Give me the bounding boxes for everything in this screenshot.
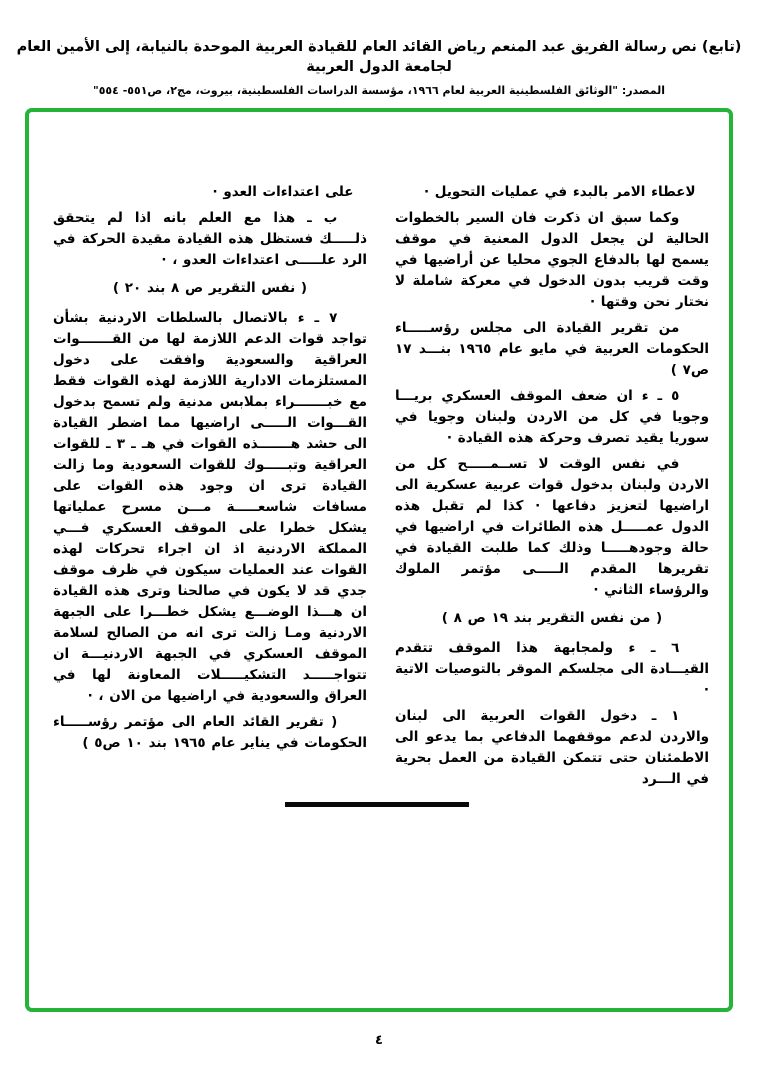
citation-reference: ( تقرير القائد العام الى مؤتمر رؤســـــاء الحكومات في يناير عام ١٩٦٥ بند ١٠ ص٥ )	[53, 714, 367, 751]
paragraph-continuation: على اعتداءات العدو ·	[212, 184, 354, 200]
text-columns	[29, 112, 729, 795]
page-number: ٤	[375, 1033, 383, 1048]
text-column-left	[53, 182, 367, 759]
paragraph: وكما سبق ان ذكرت فان السير بالخطوات الحالية لن يجعل الدول المعنية في موقف يسمح لها بالدفاع الجوي محليا عن أراضيها في وقت قريب بدون الدخول في معركة شاملة لا نختار نحن وقتها ·	[395, 210, 709, 310]
section-divider	[285, 802, 469, 807]
citation-reference: ( نفس التقرير ص ٨ بند ٢٠ )	[112, 280, 308, 296]
paragraph: في نفس الوقت لا تســمـــــح كل من الاردن ولبنان بدخول قوات عربية عسكرية الى اراضيها لتعزيز دفاعها · كذا لم تقبل هذه الدول عمـــــل هذه الطائرات في اراضيها في حالة وجودهـــــا وذلك كما طلبت القيادة في تقريرها المقدم الـــــى مؤتمر الملوك والرؤساء الثاني ·	[395, 456, 709, 598]
text-column-right	[395, 182, 709, 795]
source-citation: المصدر: "الوثائق الفلسطينية العربية لعام ١٩٦٦، مؤسسة الدراسات الفلسطينية، بيروت، مج٢، ص٥٥١- ٥٥٤"	[92, 84, 666, 98]
paragraph-continuation: لاعطاء الامر بالبدء في عمليات التحويل ·	[423, 184, 696, 200]
citation-reference: من تقرير القيادة الى مجلس رؤســـــاء الحكومات العربية في مايو عام ١٩٦٥ بنـــد ١٧ ص٧ )	[395, 320, 710, 378]
document-frame	[25, 108, 733, 1012]
paragraph-item-7: ٧ ـ ء بالاتصال بالسلطات الاردنية بشأن تواجد قوات الدعم اللازمة لها من القـــــــوات العراقية والسعودية وافقت على دخول المستلزمات الادارية اللازمة لهذه القوات فقط مع خبـــــــراء بملابس مدنية ولم تسمح بدخول القـــوات الـــــى اراضيها مما اضطر القيادة الى حشد هـــــــذه القوات في هـ ـ ٣ ـ للقوات العراقية وتبـــــوك للقوات السعودية وما زالت القيادة ترى ان وجود هذه القوات على مسافات شاسعـــــة مـــن مسرح عملياتها يشكل خطرا على الموقف العسكري فـــي المملكة الاردنية اذ ان اجراء تحركات لهذه القوات عند العمليات سيكون في ظرف موقف جدي قد لا يكون في صالحنا وترى هذه القيادة ان هـــذا الوضـــع يشكل خطـــرا على الجبهة الاردنية ومـا زالت ترى انه من الصالح لسلامة الموقف العسكري في الجبهة الاردنيـــة ان تتواجـــــد التشكيـــــلات المعاونة لها في العراق والسعودية في اراضيها من الان ، ·	[53, 310, 368, 704]
paragraph-item-1: ١ ـ دخول القوات العربية الى لبنان والاردن لدعم موقفهما الدفاعي بما يدعو الى الاطمئنان حتى تتمكن القيادة من العمل بحرية في الـــرد	[395, 708, 709, 787]
paragraph-item-5: ٥ ـ ء ان ضعف الموقف العسكري بريـــا وجويا في كل من الاردن ولبنان وجويا في سوريا يقيد تصرف وحركة هذه القيادة ·	[395, 388, 709, 446]
document-title: (تابع) نص رسالة الفريق عبد المنعم رياض القائد العام للقيادة العربية الموحدة بالنيابة، إلى الأمين العام لجامعة الدول العربية	[16, 39, 742, 75]
paragraph-item-6: ٦ ـ ء ولمجابهة هذا الموقف تتقدم القيـــادة الى مجلسكم الموقر بالتوصيات الاتية ·	[395, 640, 709, 698]
citation-reference: ( من نفس التقرير بند ١٩ ص ٨ )	[441, 610, 663, 626]
paragraph-item-b: ب ـ هذا مع العلم بانه اذا لم يتحقق ذلـــــك فستظل هذه القيادة مقيدة الحركة في الرد علـــــى اعتداءات العدو ، ·	[53, 210, 367, 268]
page-header	[0, 38, 758, 97]
